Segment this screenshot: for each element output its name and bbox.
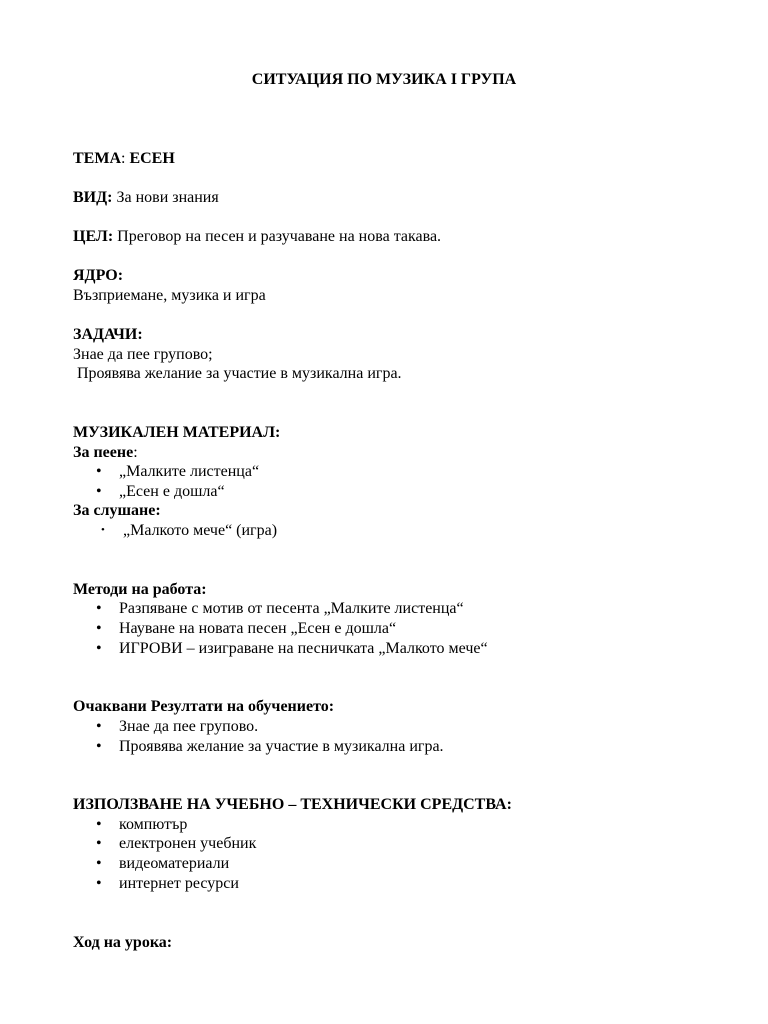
bullet-icon: •	[96, 855, 102, 872]
lesson-heading: Ход на урока:	[73, 934, 173, 951]
tasks-label: ЗАДАЧИ:	[73, 326, 143, 343]
singing-colon: :	[133, 444, 138, 461]
resources-heading: ИЗПОЛЗВАНЕ НА УЧЕБНО – ТЕХНИЧЕСКИ СРЕДСТВА:	[73, 796, 512, 813]
bullet-icon: •	[96, 600, 102, 617]
topic-colon: :	[121, 150, 126, 167]
core-value: Възприемане, музика и игра	[73, 287, 266, 304]
methods-heading: Методи на работа:	[73, 581, 207, 598]
goal-line	[73, 227, 441, 246]
list-item: Проявява желание за участие в музикална игра.	[119, 738, 444, 755]
list-item: видеоматериали	[119, 855, 230, 872]
task-line: Знае да пее групово;	[73, 346, 213, 363]
bullet-icon: •	[96, 816, 102, 833]
type-line	[73, 188, 219, 207]
topic-label: ТЕМА	[73, 150, 121, 167]
bullet-icon: •	[96, 718, 102, 735]
material-heading: МУЗИКАЛЕН МАТЕРИАЛ:	[73, 424, 281, 441]
list-item: Разпяване с мотив от песента „Малките листенца“	[119, 600, 464, 617]
list-item: компютър	[119, 816, 188, 833]
topic-value: ЕСЕН	[129, 150, 175, 167]
singing-label: За пеене	[73, 444, 134, 461]
bullet-icon: •	[101, 524, 105, 536]
type-label: ВИД:	[73, 189, 113, 206]
topic-line	[73, 149, 175, 168]
list-item: „Есен е дошла“	[119, 483, 225, 500]
list-item: „Малките листенца“	[119, 463, 260, 480]
listening-label: За слушане:	[73, 502, 161, 519]
list-item: „Малкото мече“ (игра)	[123, 522, 278, 539]
singing-line	[73, 443, 138, 462]
list-item: Науване на новата песен „Есен е дошла“	[119, 620, 397, 637]
type-value: За нови знания	[112, 189, 219, 206]
task-line: Проявява желание за участие в музикална игра.	[73, 365, 402, 382]
bullet-icon: •	[96, 738, 102, 755]
list-item: Знае да пее групово.	[119, 718, 259, 735]
list-item: интернет ресурси	[119, 875, 239, 892]
bullet-icon: •	[96, 875, 102, 892]
bullet-icon: •	[96, 620, 102, 637]
goal-value: Преговор на песен и разучаване на нова такава.	[113, 228, 442, 245]
core-label: ЯДРО:	[73, 267, 124, 284]
bullet-icon: •	[96, 483, 102, 500]
goal-label: ЦЕЛ:	[73, 228, 114, 245]
results-heading: Очаквани Резултати на обучението:	[73, 698, 335, 715]
document-title: СИТУАЦИЯ ПО МУЗИКА I ГРУПА	[251, 71, 517, 88]
bullet-icon: •	[96, 463, 102, 480]
list-item: електронен учебник	[119, 835, 257, 852]
list-item: ИГРОВИ – изиграване на песничката „Малкото мече“	[119, 640, 488, 657]
bullet-icon: •	[96, 640, 102, 657]
bullet-icon: •	[96, 835, 102, 852]
